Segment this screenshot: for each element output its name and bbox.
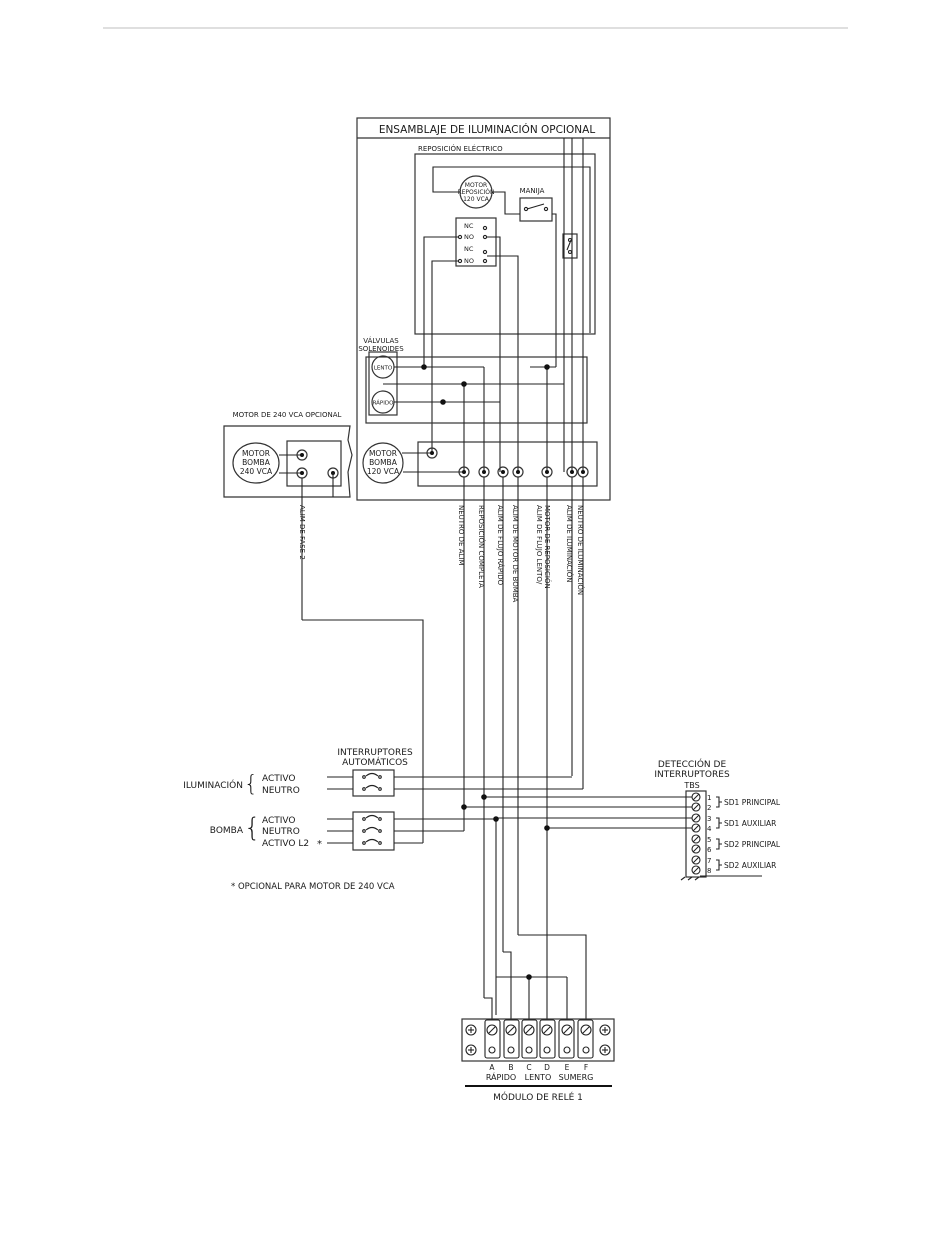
svg-text:ALIM DE FLUJO RÁPIDO: ALIM DE FLUJO RÁPIDO bbox=[496, 505, 504, 586]
svg-text:MOTOR: MOTOR bbox=[464, 182, 488, 189]
svg-text:ALIM DE MOTOR DE BOMBA: ALIM DE MOTOR DE BOMBA bbox=[511, 505, 519, 603]
reset-box bbox=[415, 154, 595, 334]
svg-text:AUTOMÁTICOS: AUTOMÁTICOS bbox=[342, 758, 408, 768]
svg-text:4: 4 bbox=[707, 825, 712, 833]
svg-text:2: 2 bbox=[707, 804, 712, 812]
motor240-wire-label: ALIM DE FASE 2 bbox=[298, 505, 306, 560]
svg-text:SD2 AUXILIAR: SD2 AUXILIAR bbox=[724, 861, 777, 870]
svg-text:BOMBA: BOMBA bbox=[369, 458, 397, 467]
lighting-assembly bbox=[357, 118, 610, 500]
svg-text:ALIM DE ILUMINACIÓN: ALIM DE ILUMINACIÓN bbox=[565, 505, 573, 583]
svg-text:ACTIVO L2: ACTIVO L2 bbox=[262, 839, 310, 849]
svg-text:SOLENOIDES: SOLENOIDES bbox=[358, 345, 404, 353]
svg-text:LENTO: LENTO bbox=[373, 365, 393, 372]
svg-text:SD1 AUXILIAR: SD1 AUXILIAR bbox=[724, 819, 777, 828]
svg-text:ACTIVO: ACTIVO bbox=[262, 774, 296, 784]
svg-text:RÁPIDO: RÁPIDO bbox=[485, 1073, 517, 1082]
svg-text:1: 1 bbox=[707, 794, 712, 802]
svg-text:E: E bbox=[564, 1063, 570, 1072]
svg-text:REPOSICIÓN: REPOSICIÓN bbox=[457, 189, 495, 196]
svg-text:NEUTRO DE ILUMINACIÓN: NEUTRO DE ILUMINACIÓN bbox=[576, 505, 584, 596]
svg-text:7: 7 bbox=[707, 857, 712, 865]
relay-module bbox=[462, 1019, 614, 1103]
switch-detection bbox=[461, 758, 781, 880]
svg-text:B: B bbox=[508, 1063, 514, 1072]
svg-text:TBS: TBS bbox=[684, 781, 700, 790]
svg-text:SUMERG: SUMERG bbox=[558, 1073, 594, 1082]
svg-text:C: C bbox=[526, 1063, 532, 1072]
svg-text:NO: NO bbox=[464, 233, 474, 241]
lighting-label: ILUMINACIÓN bbox=[183, 781, 243, 791]
footnote: * OPCIONAL PARA MOTOR DE 240 VCA bbox=[231, 882, 395, 892]
svg-text:6: 6 bbox=[707, 846, 712, 854]
svg-text:F: F bbox=[583, 1063, 589, 1072]
svg-text:SD2 PRINCIPAL: SD2 PRINCIPAL bbox=[724, 840, 781, 849]
svg-text:BOMBA: BOMBA bbox=[242, 458, 270, 467]
svg-text:A: A bbox=[489, 1063, 495, 1072]
svg-text:NEUTRO: NEUTRO bbox=[262, 827, 300, 837]
wire-labels bbox=[457, 505, 585, 603]
switch-detect-title: DETECCIÓN DE bbox=[657, 760, 727, 770]
svg-text:NC: NC bbox=[464, 245, 474, 253]
valves-label: VÁLVULAS bbox=[363, 337, 399, 345]
relay-contact-block bbox=[456, 218, 496, 266]
svg-text:NEUTRO: NEUTRO bbox=[262, 786, 300, 796]
handle-label: MANIJA bbox=[519, 187, 545, 195]
reset-label: REPOSICIÓN ELÉCTRICO bbox=[418, 145, 503, 153]
breakers-title: INTERRUPTORES bbox=[337, 748, 413, 758]
pump-terminal-box bbox=[418, 442, 597, 486]
svg-text:LENTO: LENTO bbox=[524, 1073, 552, 1082]
svg-text:REPOSICIÓN COMPLETA: REPOSICIÓN COMPLETA bbox=[477, 505, 485, 588]
pump-label: BOMBA bbox=[209, 826, 243, 836]
svg-text:MOTOR DE REPOSICIÓN: MOTOR DE REPOSICIÓN bbox=[543, 505, 551, 589]
svg-text:3: 3 bbox=[707, 815, 712, 823]
svg-text:MOTOR: MOTOR bbox=[368, 449, 398, 458]
svg-text:120 VCA: 120 VCA bbox=[463, 196, 489, 203]
svg-text:MOTOR: MOTOR bbox=[241, 449, 271, 458]
motor240-title: MOTOR DE 240 VCA OPCIONAL bbox=[232, 411, 342, 419]
svg-text:5: 5 bbox=[707, 836, 712, 844]
svg-text:{: { bbox=[244, 813, 261, 843]
svg-text:120 VCA: 120 VCA bbox=[366, 467, 400, 476]
svg-text:D: D bbox=[544, 1063, 550, 1072]
svg-text:NO: NO bbox=[464, 257, 474, 265]
svg-text:*: * bbox=[317, 839, 322, 850]
pump-breaker bbox=[353, 812, 394, 850]
svg-text:NEUTRO DE ALIM: NEUTRO DE ALIM bbox=[457, 505, 465, 566]
svg-text:INTERRUPTORES: INTERRUPTORES bbox=[654, 770, 730, 780]
svg-text:SD1 PRINCIPAL: SD1 PRINCIPAL bbox=[724, 798, 781, 807]
svg-text:ACTIVO: ACTIVO bbox=[262, 816, 296, 826]
relay-module-title: MÓDULO DE RELÉ 1 bbox=[493, 1093, 583, 1103]
assembly-title: ENSAMBLAJE DE ILUMINACIÓN OPCIONAL bbox=[378, 124, 596, 136]
circuit-breakers bbox=[183, 748, 583, 892]
svg-text:8: 8 bbox=[707, 867, 712, 875]
svg-text:RÁPIDO: RÁPIDO bbox=[372, 400, 394, 407]
svg-text:NC: NC bbox=[464, 222, 474, 230]
svg-text:ALIM DE FLUJO LENTO/: ALIM DE FLUJO LENTO/ bbox=[535, 505, 543, 585]
svg-text:{: { bbox=[244, 772, 258, 797]
svg-text:240 VCA: 240 VCA bbox=[239, 467, 273, 476]
